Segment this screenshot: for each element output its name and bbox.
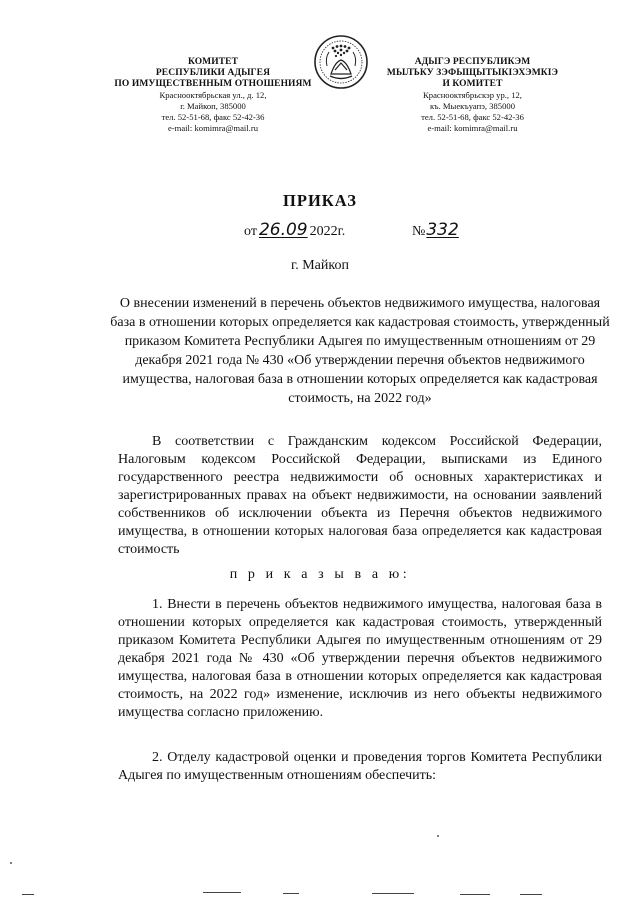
scan-artifact-line bbox=[283, 893, 299, 894]
scan-artifact-line bbox=[372, 893, 414, 894]
org-name-line: И КОМИТЕТ bbox=[442, 79, 503, 89]
address-line: Краснооктябрьская ул., д. 12, bbox=[159, 90, 267, 100]
city: г. Майкоп bbox=[291, 258, 349, 273]
email-line: e-mail: komimra@mail.ru bbox=[427, 123, 518, 133]
document-title: ПРИКАЗ bbox=[283, 191, 357, 210]
scan-artifact-line bbox=[520, 894, 542, 895]
number-prefix: № bbox=[412, 224, 426, 239]
org-name-line: АДЫГЭ РЕСПУБЛИКЭМ bbox=[414, 57, 531, 67]
org-name-line: ПО ИМУЩЕСТВЕННЫМ ОТНОШЕНИЯМ bbox=[114, 79, 312, 89]
scan-artifact-line bbox=[22, 894, 34, 895]
coat-of-arms-emblem-icon bbox=[313, 34, 369, 90]
date-prefix: от bbox=[244, 224, 257, 239]
scan-artifact-line bbox=[203, 892, 241, 893]
scan-speck bbox=[10, 862, 12, 864]
date-suffix: 2022г. bbox=[309, 224, 346, 239]
preamble-paragraph: В соответствии с Гражданским кодексом Российской Федерации, Налоговым кодексом Российской Федерации, выписками из Единого государственного реестра недвижимости об основных характеристиках и зарегистрированных правах на объект недвижимости, на основании заявлений собственников об исключении объекта из Перечня объектов недвижимого имущества, в отношении которых налоговая база определяется как кадастровая стоимость bbox=[118, 434, 602, 557]
handwritten-date: 26.09 bbox=[258, 220, 308, 240]
item-2-paragraph: 2. Отделу кадастровой оценки и проведения торгов Комитета Республики Адыгея по имущественным отношениям обеспечить: bbox=[118, 750, 602, 783]
item-1-paragraph: 1. Внести в перечень объектов недвижимого имущества, налоговая база в отношении которых определяется как кадастровая стоимость, утвержденный приказом Комитета Республики Адыгея по имущественным отношениям от 29 декабря 2021 года № 430 «Об утверждении перечня объектов недвижимого имущества, налоговая база в отношении которых определяется как кадастровая стоимость, на 2022 год» изменение, исключив из него объекты недвижимого имущества согласно приложению. bbox=[118, 597, 602, 720]
header-left-block bbox=[108, 57, 318, 134]
order-date bbox=[244, 220, 345, 240]
order-number bbox=[412, 220, 459, 240]
address-line: къ. Мыекъуапэ, 385000 bbox=[429, 101, 515, 111]
phone-line: тел. 52-51-68, факс 52-42-36 bbox=[161, 112, 265, 122]
org-name-line: МЫЛЪКУ ЗЭФЫЩЫТЫКIЭХЭМКIЭ bbox=[386, 68, 559, 78]
phone-line: тел. 52-51-68, факс 52-42-36 bbox=[421, 112, 524, 122]
email-line: e-mail: komimra@mail.ru bbox=[167, 123, 258, 133]
address-line: г. Майкоп, 385000 bbox=[180, 101, 246, 111]
order-subject: О внесении изменений в перечень объектов недвижимого имущества, налоговая база в отношении которых определяется как кадастровая стоимость, утвержденный приказом Комитета Республики Адыгея по имущественным отношениям от 29 декабря 2021 года № 430 «Об утверждении перечня объектов недвижимого имущества, налоговая база в отношении которых определяется как кадастровая стоимость, на 2022 год» bbox=[110, 296, 610, 406]
org-name-line: РЕСПУБЛИКИ АДЫГЕЯ bbox=[155, 68, 271, 78]
order-directive: п р и к а з ы в а ю: bbox=[229, 567, 411, 582]
header-right-block bbox=[375, 57, 570, 134]
org-name-line: КОМИТЕТ bbox=[187, 57, 239, 67]
handwritten-number: 332 bbox=[426, 220, 459, 240]
scan-speck bbox=[437, 835, 439, 837]
scan-artifact-line bbox=[460, 894, 490, 895]
address-line: Краснооктябрьскэр ур., 12, bbox=[423, 90, 522, 100]
